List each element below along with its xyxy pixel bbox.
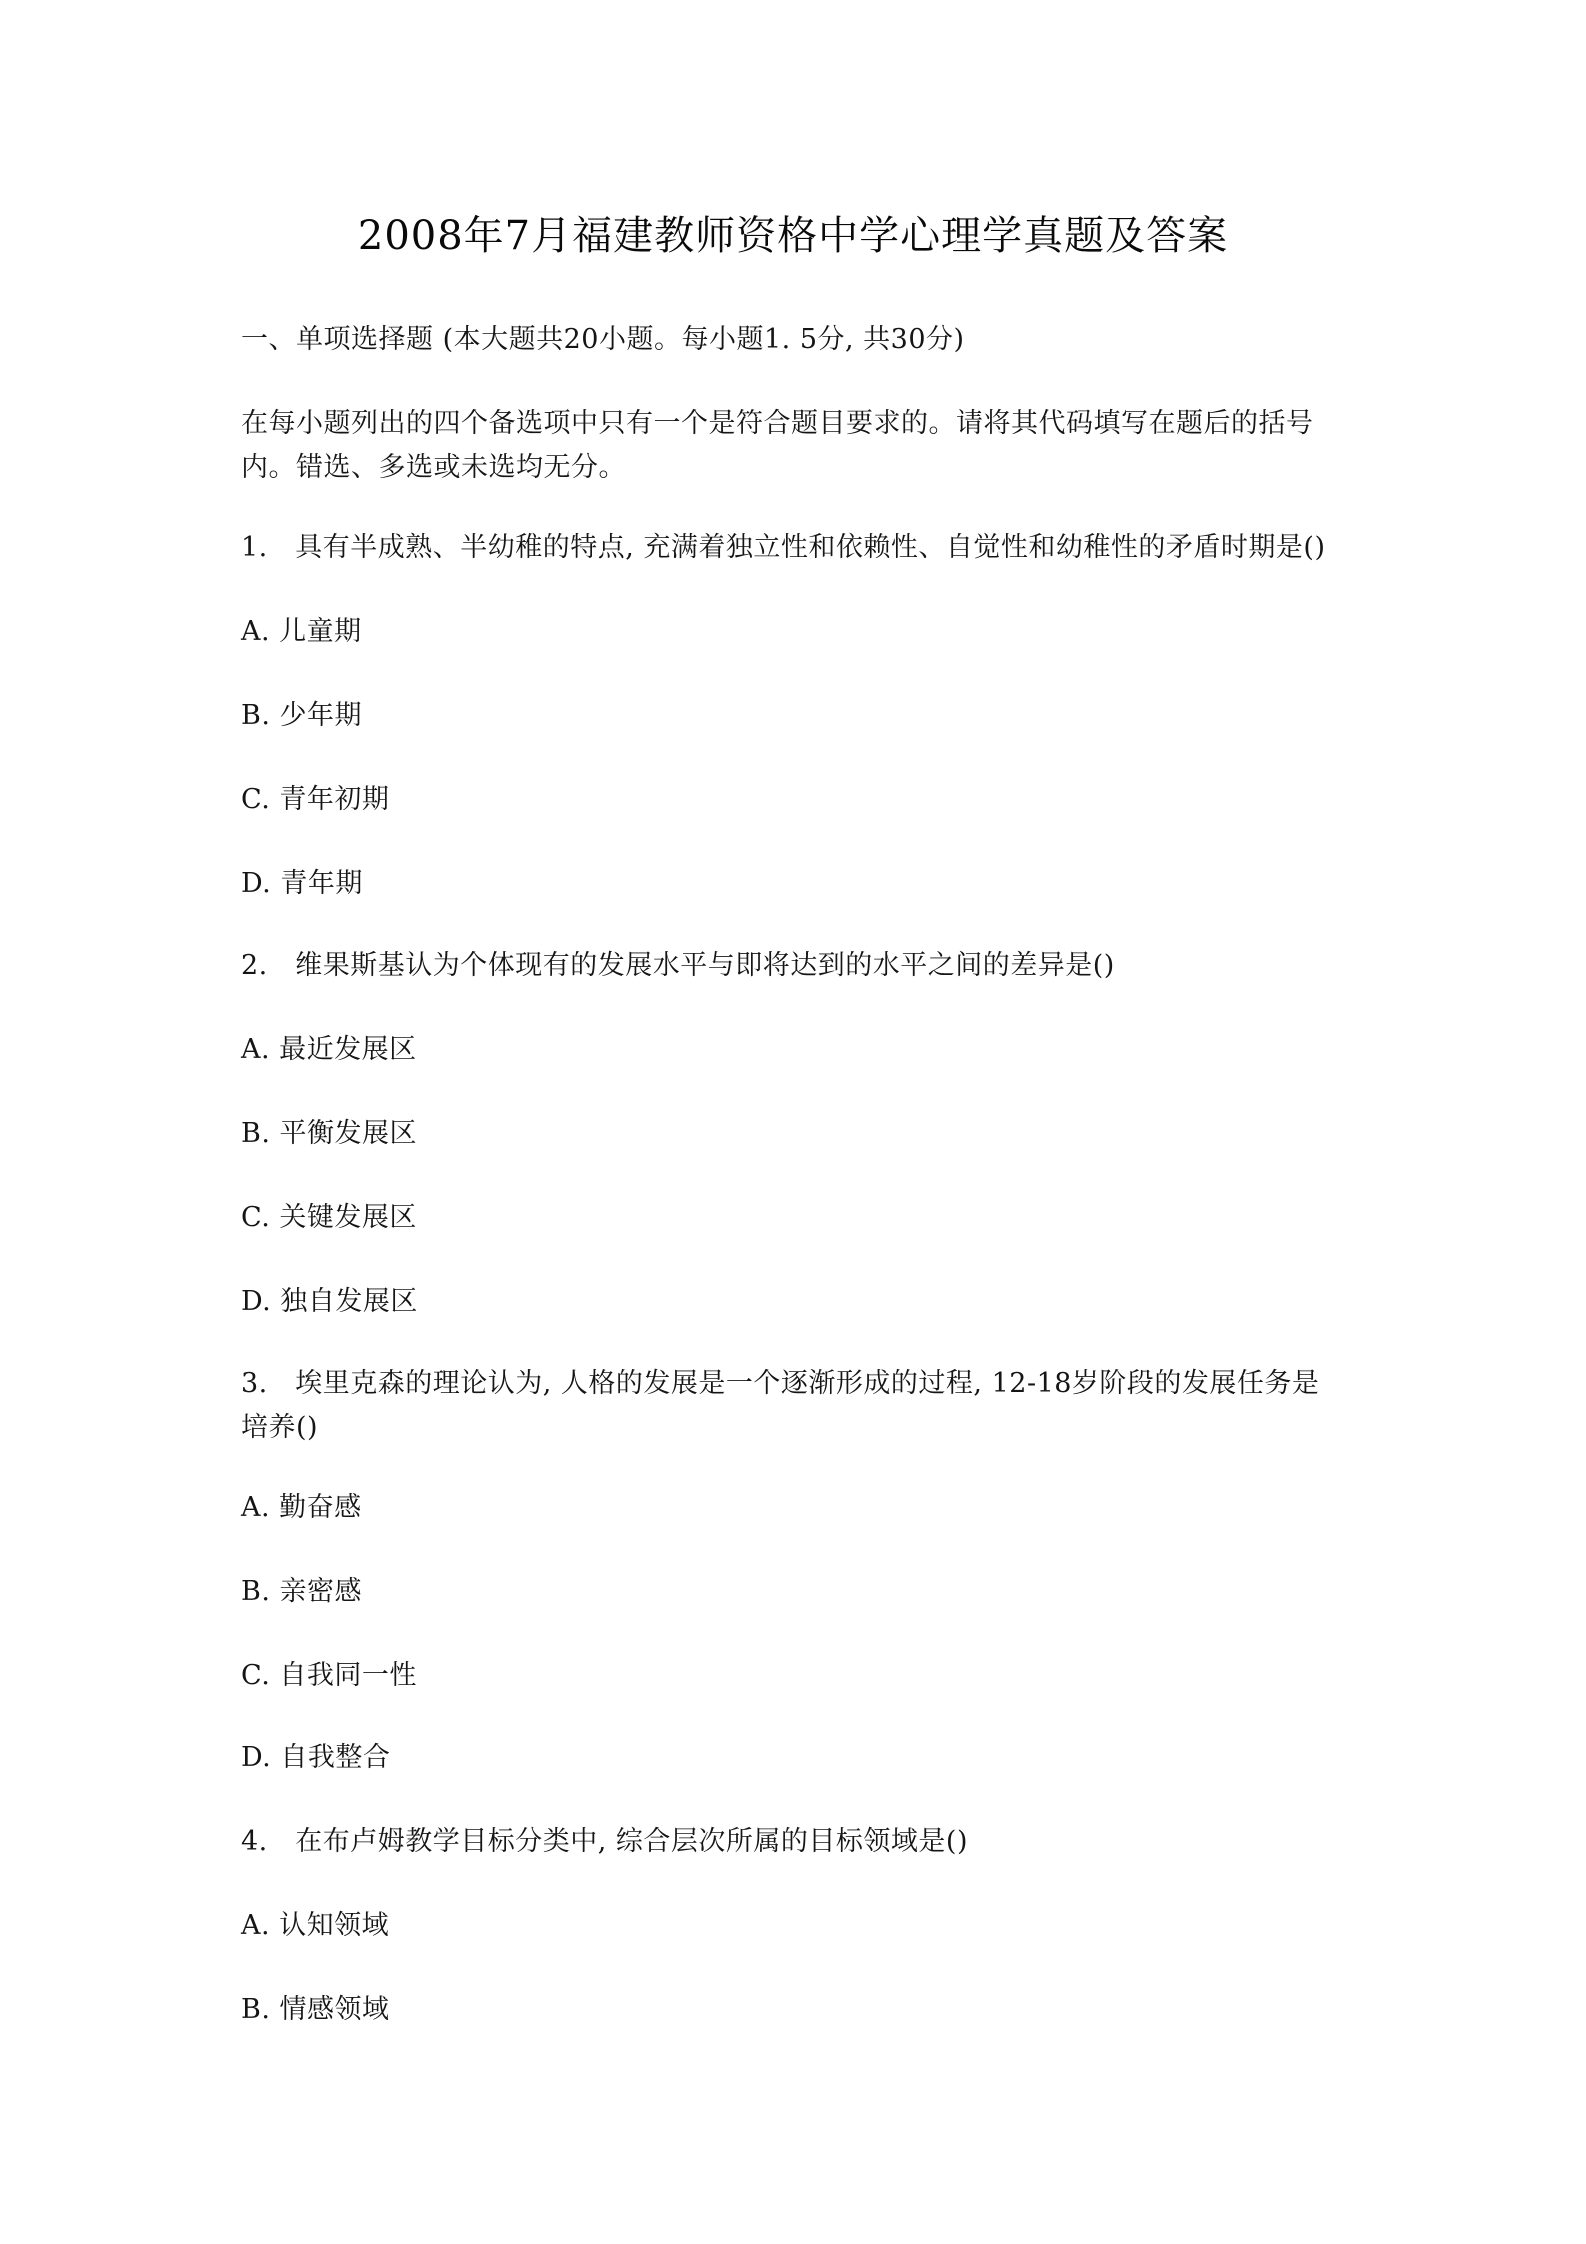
question-3-option-b: B. 亲密感 <box>241 1576 363 1607</box>
document-title: 2008年7月福建教师资格中学心理学真题及答案 <box>357 213 1229 259</box>
question-3-option-c: C. 自我同一性 <box>241 1660 417 1691</box>
question-4-option-b: B. 情感领域 <box>241 1994 390 2025</box>
question-1-option-b: B. 少年期 <box>241 700 363 731</box>
question-2-option-b: B. 平衡发展区 <box>241 1118 418 1149</box>
question-3-stem-line-1: 3. 埃里克森的理论认为, 人格的发展是一个逐渐形成的过程, 12-18岁阶段的发展任务是 <box>241 1368 1320 1399</box>
instructions-line-1: 在每小题列出的四个备选项中只有一个是符合题目要求的。请将其代码填写在题后的括号 <box>241 408 1314 439</box>
question-1-option-c: C. 青年初期 <box>241 784 390 815</box>
instructions-line-2: 内。错选、多选或未选均无分。 <box>241 452 626 483</box>
question-3-option-a: A. 勤奋感 <box>241 1492 362 1523</box>
question-1-option-d: D. 青年期 <box>241 868 363 899</box>
question-1-stem: 1. 具有半成熟、半幼稚的特点, 充满着独立性和依赖性、自觉性和幼稚性的矛盾时期是() <box>241 532 1326 563</box>
question-2-option-d: D. 独自发展区 <box>241 1286 418 1317</box>
question-1-option-a: A. 儿童期 <box>241 616 362 647</box>
question-4-option-a: A. 认知领域 <box>241 1910 390 1941</box>
section-header: 一、单项选择题 (本大题共20小题。每小题1. 5分, 共30分) <box>241 324 965 355</box>
question-2-option-c: C. 关键发展区 <box>241 1202 417 1233</box>
question-2-stem: 2. 维果斯基认为个体现有的发展水平与即将达到的水平之间的差异是() <box>241 950 1115 981</box>
question-3-stem-line-2: 培养() <box>241 1412 319 1443</box>
question-2-option-a: A. 最近发展区 <box>241 1034 417 1065</box>
question-3-option-d: D. 自我整合 <box>241 1742 391 1773</box>
question-4-stem: 4. 在布卢姆教学目标分类中, 综合层次所属的目标领域是() <box>241 1826 968 1857</box>
